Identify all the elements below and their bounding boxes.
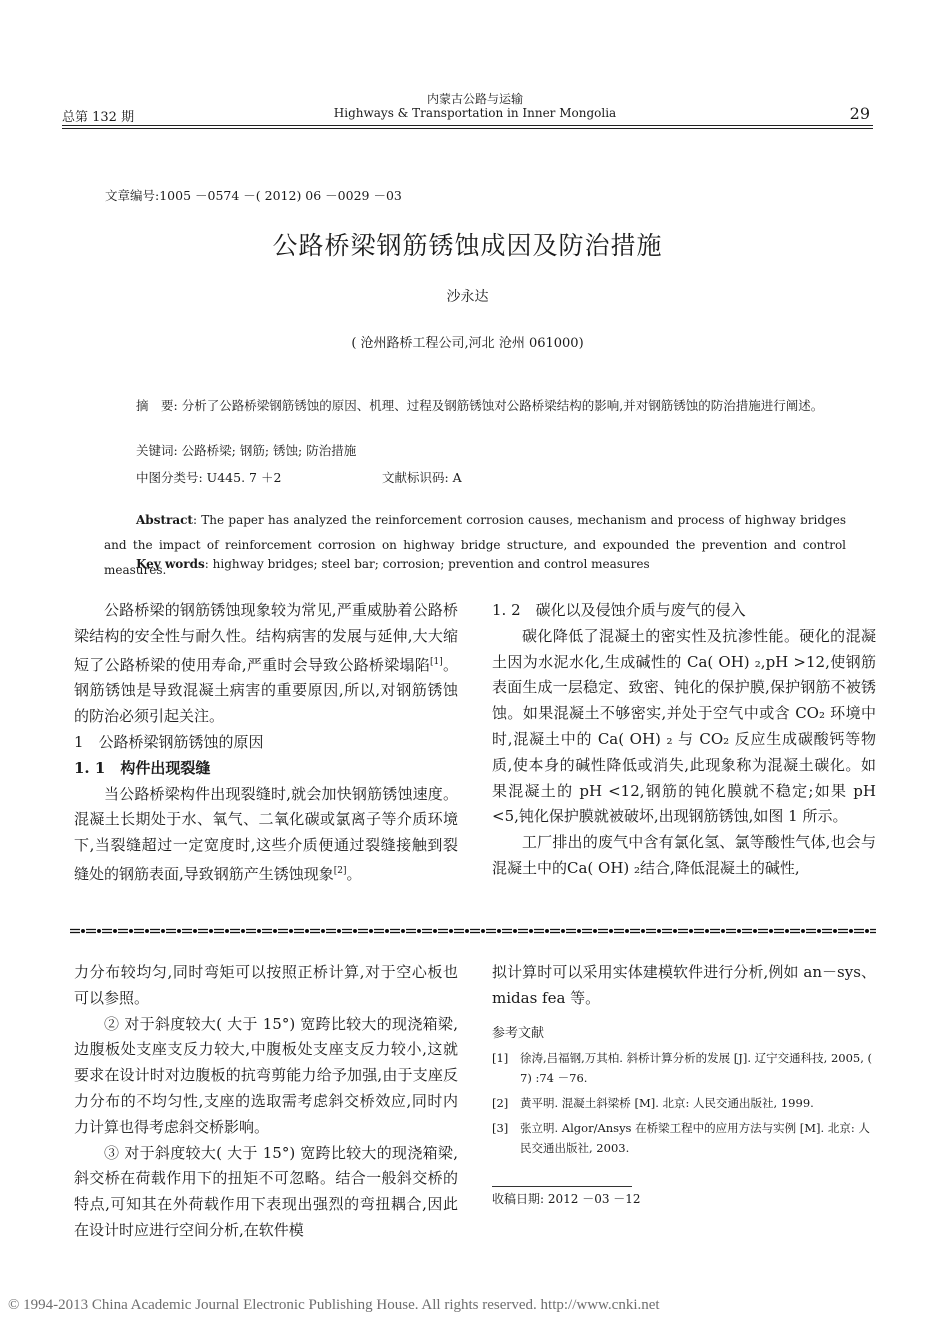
- reference-item: [492, 1093, 876, 1113]
- header-rule-thin: [62, 128, 873, 129]
- journal-name-en: Highways & Transportation in Inner Mongolia: [333, 106, 617, 120]
- keywords-en-label: Key words: [136, 557, 205, 571]
- classification-row: [136, 467, 846, 488]
- references-title: 参考文献: [492, 1026, 545, 1041]
- paper-title: 公路桥梁钢筋锈蚀成因及防治措施: [272, 231, 663, 260]
- body-left-column-continued: [74, 960, 458, 1244]
- body-right-column: [492, 598, 876, 882]
- abstract-en-label: Abstract: [136, 513, 193, 527]
- section-1-1-tail: 。: [346, 864, 362, 883]
- journal-header: [330, 92, 620, 120]
- issue-label: 总第 132 期: [62, 110, 135, 125]
- affiliation: ( 沧州路桥工程公司,河北 沧州 061000): [351, 336, 584, 351]
- received-rule: [492, 1186, 632, 1187]
- keywords-en: [136, 557, 650, 571]
- citation-1: [1]: [429, 656, 443, 667]
- keywords-en-text: : highway bridges; steel bar; corrosion; prevention and control measures: [204, 557, 650, 571]
- item-3-paragraph: ③ 对于斜度较大( 大于 15°) 宽跨比较大的现浇箱梁,斜交桥在荷载作用下的扭矩不可忽略。结合一般斜交桥的特点,可知其在外荷载作用下表现出强烈的弯扭耦合,因此在设计时应进行空间分析,在软件模: [74, 1143, 458, 1239]
- reference-item: [492, 1048, 876, 1088]
- article-number: 文章编号:1005 －0574 －( 2012) 06 －0029 －03: [105, 188, 402, 203]
- citation-2: [2]: [333, 865, 347, 876]
- intro-paragraph: [74, 598, 458, 730]
- page-split-divider: [70, 927, 876, 935]
- header-rule: [62, 125, 873, 126]
- abstract-en-text: : The paper has analyzed the reinforcement corrosion causes, mechanism and process of highway bridges and the impact of reinforcement corrosion on highway bridge structure, and expounded the prevention and control measures.: [104, 513, 846, 577]
- section-1-2-paragraph-1: 碳化降低了混凝土的密实性及抗渗性能。硬化的混凝土因为水泥水化,生成碱性的 Ca( OH) ₂,pH >12,使钢筋表面生成一层稳定、致密、钝化的保护膜,保护钢筋不被锈蚀。如果混凝土不够密实,并处于空气中或含 CO₂ 环境中时,混凝土中的 Ca( OH) ₂ 与 CO₂ 反应生成碳酸钙等物质,使本身的碱性降低或消失,此现象称为混凝土碳化。如果混凝土的 pH <12,钢筋的钝化膜就不稳定;如果 pH <5,钝化保护膜就被破坏,出现钢筋锈蚀,如图 1 所示。: [492, 626, 876, 826]
- document-id: 文献标识码: A: [382, 470, 462, 485]
- abstract-cn-text: 分析了公路桥梁钢筋锈蚀的原因、机理、过程及钢筋锈蚀对公路桥梁结构的影响,并对钢筋锈蚀的防治措施进行阐述。: [181, 398, 824, 413]
- intro-tail: 。钢筋锈蚀是导致混凝土病害的重要原因,所以,对钢筋锈蚀的防治必须引起关注。: [74, 655, 458, 726]
- reference-number: [3]: [492, 1121, 509, 1135]
- intro-text: 公路桥梁的钢筋锈蚀现象较为常见,严重威胁着公路桥梁结构的安全性与耐久性。结构病害的发展与延伸,大大缩短了公路桥梁的使用寿命,严重时会导致公路桥梁塌陷: [74, 601, 458, 674]
- section-1-1-paragraph: [74, 782, 458, 888]
- section-heading-1: 1 公路桥梁钢筋锈蚀的原因: [74, 732, 264, 751]
- reference-text: 张立明. Algor/Ansys 在桥梁工程中的应用方法与实例 [M]. 北京: 人民交通出版社, 2003.: [520, 1121, 870, 1155]
- received-date: 收稿日期: 2012 －03 －12: [492, 1192, 641, 1206]
- body-right-column-continued: [492, 960, 876, 1012]
- section-1-1-text: 当公路桥梁构件出现裂缝时,就会加快钢筋锈蚀速度。混凝土长期处于水、氧气、二氧化碳或氯离子等介质环境下,当裂缝超过一定宽度时,这些介质便通过裂缝接触到裂缝处的钢筋表面,导致钢筋产生锈蚀现象: [74, 784, 458, 883]
- section-heading-1-1: 1. 1 构件出现裂缝: [74, 758, 211, 777]
- item-2-paragraph: ② 对于斜度较大( 大于 15°) 宽跨比较大的现浇箱梁,边腹板处支座支反力较大,中腹板处支座支反力较小,这就要求在设计时对边腹板的抗弯剪能力给予加强,由于支座反力分布的不均匀性,支座的选取需考虑斜交桥效应,同时内力计算也得考虑斜交桥影响。: [74, 1014, 458, 1136]
- divider-pattern: [70, 927, 876, 935]
- section-1-2-paragraph-2: 工厂排出的废气中含有氯化氢、氯等酸性气体,也会与混凝土中的Ca( OH) ₂结合,降低混凝土的碱性,: [492, 833, 876, 877]
- reference-text: 黄平明. 混凝土斜梁桥 [M]. 北京: 人民交通出版社, 1999.: [520, 1096, 814, 1110]
- abstract-cn: [136, 395, 846, 416]
- reference-number: [2]: [492, 1096, 509, 1110]
- continued-paragraph: 力分布较均匀,同时弯矩可以按照正桥计算,对于空心板也可以参照。: [74, 963, 458, 1007]
- reference-number: [1]: [492, 1051, 509, 1065]
- copyright-footer: © 1994-2013 China Academic Journal Electronic Publishing House. All rights reserved. http://www.cnki.net: [8, 1297, 660, 1313]
- software-paragraph: 拟计算时可以采用实体建模软件进行分析,例如 an－sys、midas fea 等。: [492, 963, 876, 1007]
- author: 沙永达: [446, 289, 489, 305]
- page-number: 29: [849, 104, 870, 123]
- reference-item: [492, 1118, 876, 1158]
- classification-code: 中图分类号: U445. 7 ＋2: [136, 470, 282, 485]
- references-list: [492, 1048, 876, 1163]
- abstract-en: [104, 508, 846, 583]
- abstract-cn-label: 摘 要:: [136, 398, 178, 413]
- keywords-cn: 关键词: 公路桥梁; 钢筋; 锈蚀; 防治措施: [136, 443, 357, 458]
- reference-text: 徐涛,吕福钢,万其柏. 斜桥计算分析的发展 [J]. 辽宁交通科技, 2005, ( 7) :74 －76.: [520, 1051, 873, 1085]
- journal-name-cn: 内蒙古公路与运输: [426, 92, 523, 106]
- body-left-column: [74, 598, 458, 888]
- section-heading-1-2: 1. 2 碳化以及侵蚀介质与废气的侵入: [492, 601, 746, 619]
